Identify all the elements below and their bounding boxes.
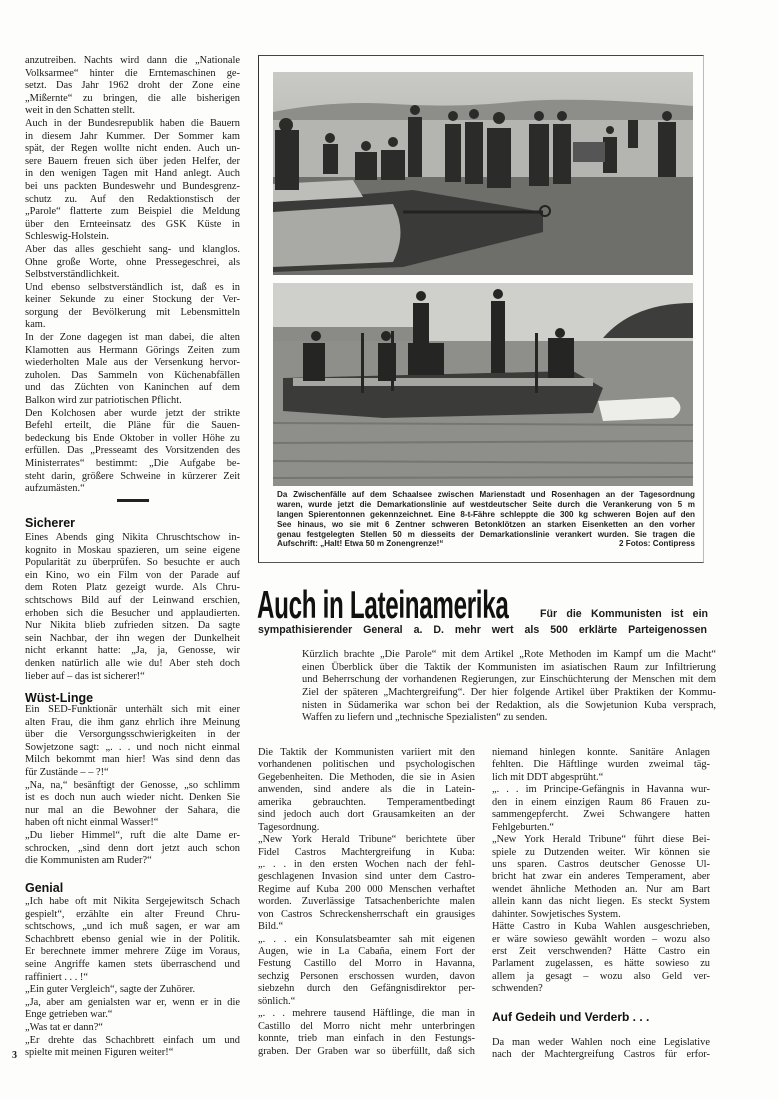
text-line: Regime auf Kuba 200 000 Menschen verhaftet xyxy=(258,883,475,895)
text-line: schwenden? xyxy=(492,983,543,995)
text-line: Hätte Castro in Kuba Wahlen ausgeschrieben, xyxy=(492,921,710,933)
text-line: in diesem Jahr Kummer. Der Sommer kam xyxy=(25,130,240,142)
page-number: 3 xyxy=(12,1050,17,1061)
paragraph xyxy=(492,747,710,784)
text-line: „Er drehte das Schachbrett einfach um und xyxy=(25,1034,240,1046)
text-line: setzt. Das Jahr 1962 droht der Zone eine xyxy=(25,80,240,92)
text-line: die Kommunisten am Ruder?“ xyxy=(25,855,152,867)
text-line: Parlament zugelassen, es hätte sowieso zu xyxy=(492,958,710,970)
section-divider xyxy=(117,499,149,502)
paragraph xyxy=(258,1008,475,1058)
text-line: anwenden, sind andere als die in Latein- xyxy=(258,784,475,796)
text-line: schtschows, „und ich muß sagen, er war am xyxy=(25,921,240,933)
text-line: alten Frau, die ihm ganz ehrlich ihre Meinung xyxy=(25,716,240,728)
text-line: weit in den Schatten stellt. xyxy=(25,105,135,117)
text-line: Da man weder Wahlen noch eine Legislative xyxy=(492,1037,710,1048)
text-line: haben oft nicht einmal Wasser!“ xyxy=(25,817,159,829)
photo-soldiers-with-buoys xyxy=(273,72,693,275)
text-line: von Castros Schreckensherrschaft ein grausiges xyxy=(258,908,475,920)
story-wuest-linge xyxy=(25,704,240,868)
text-line: „New York Herald Tribune“ berichtete über xyxy=(258,834,475,846)
text-line: für Zustände – – ?!“ xyxy=(25,766,109,778)
text-line: wendet ähnliche Methoden an. Nur am Bart xyxy=(492,883,710,895)
paragraph xyxy=(492,834,710,921)
paragraph xyxy=(25,896,240,984)
text-line: Befehl erteilt, die Pläne für die Sauen- xyxy=(25,420,240,432)
text-line: worden. Zuverlässige Tatsachenberichte malen xyxy=(258,896,475,908)
text-line: sönlich.“ xyxy=(258,995,296,1007)
text-line: aufzumästen.“ xyxy=(25,483,85,495)
left-column-text xyxy=(25,55,240,496)
text-line: fehlten. Die Häftlinge wurden zweimal täg- xyxy=(492,759,710,771)
caption-last-line: Aufschrift: „Halt! Etwa 50 m Zonengrenze!“ xyxy=(277,539,444,549)
text-line: Bild.“ xyxy=(258,921,284,933)
text-line: Aber das alles geschieht sang- und klanglos. xyxy=(25,243,240,255)
text-line: kognito in Moskau spazieren, um seine eigene xyxy=(25,544,240,556)
text-line: „Ja, aber am genialsten war er, wenn er in die xyxy=(25,996,240,1008)
text-line: und das Züchten von Kaninchen auf dem xyxy=(25,382,240,394)
text-line: Tagesordnung. xyxy=(258,821,320,833)
text-line: Augen, wie in La Cabaña, einem Fort der xyxy=(258,946,475,957)
paragraph xyxy=(258,747,475,834)
text-line: Gegebenheiten. Die Methoden, die sie in Asien xyxy=(258,771,475,783)
article-subtitle-line-2: sympathisierender General a. D. mehr wert als 500 erklärte Parteigenossen xyxy=(258,624,707,636)
text-line: schutz zu. Auf den Redaktionstisch der xyxy=(25,193,240,205)
text-line: sechzig Personen erschossen wurden, davon xyxy=(258,970,475,982)
text-line: sorgung der Bevölkerung mit Lebensmitteln xyxy=(25,306,240,318)
text-line: über den Ernteeinsatz des GSK Küste in xyxy=(25,218,240,230)
paragraph xyxy=(258,834,475,934)
text-line: allein kann das nicht liegen. Es steckt System xyxy=(492,896,710,908)
text-line: spielte mit meinen Figuren weiter!“ xyxy=(25,1047,174,1059)
text-line: Volksarmee“ hinter die Erntemaschinen ge- xyxy=(25,67,240,79)
text-line: Den Kolchosen aber wurde jetzt der strikte xyxy=(25,407,240,419)
article-intro xyxy=(302,649,716,725)
text-line: Waffen zu liefern und „technische Spezialisten“ zu senden. xyxy=(302,712,548,724)
text-line: „. . . ein Konsulatsbeamter sah mit eigenen xyxy=(258,933,475,945)
text-line: erfüllen. Das „Presseamt des Vorsitzenden des xyxy=(25,445,240,457)
text-line: Eines Abends ging Nikita Chruschtschow in- xyxy=(25,532,240,543)
text-line: spät, der Regen wollte nicht enden. Auch un- xyxy=(25,143,240,155)
text-line: Schleswig-Holstein. xyxy=(25,231,109,243)
text-line: geschlagenen Invasion sind unter dem Castro- xyxy=(258,871,475,883)
text-line: nisten in Südamerika war schon bei der Redaktion, als die Sowjetunion Kuba versprach, xyxy=(302,699,716,711)
text-line: amerika gebrauchten. Temperamentbedingt xyxy=(258,796,475,808)
article-subtitle-line-1: Für die Kommunisten ist ein xyxy=(540,608,708,620)
heading-genial: Genial xyxy=(25,881,64,895)
text-line: keiner Sekunde zu einer Stockung der Ver- xyxy=(25,294,240,306)
text-line: In der Zone dagegen ist man dabei, die alten xyxy=(25,332,240,344)
text-line: Fidel Castros Machtergreifung in Kuba: xyxy=(258,846,475,858)
heading-wuest-linge: Wüst-Linge xyxy=(25,691,94,705)
caption-line: See hinaus, wo sie mit 6 Zentner schweren Betonklötzen an starken Eisenketten an den vorher xyxy=(277,519,695,529)
paragraph xyxy=(25,55,240,118)
text-line: Castillo del Morro nicht mehr unterbringen xyxy=(258,1020,475,1032)
article-headline: Auch in Lateinamerika xyxy=(257,584,509,627)
text-line: seine Angriffe kamen stets überraschend und xyxy=(25,958,240,970)
text-line: „Mißernte“ zu bringen, die alle bisherigen xyxy=(25,92,240,104)
text-line: Ziel der späteren „Machtergreifung“. Der hier folgende Artikel über Praktiken der Kommu- xyxy=(302,687,716,699)
text-line: anzutreiben. Nachts wird dann die „Nationale xyxy=(25,55,240,66)
text-line: „Na, na,“ besänftigt der Genosse, „so schlimm xyxy=(25,779,240,791)
paragraph xyxy=(25,704,240,780)
text-line: er wäre sowieso gewählt worden – wozu also xyxy=(492,933,710,945)
text-line: Enge getrieben war.“ xyxy=(25,1009,113,1021)
text-line: einen Überblick über die Taktik der Kommunisten im asiatischen Raum zur Infiltrierung xyxy=(302,661,716,673)
text-line: Die Taktik der Kommunisten variiert mit den xyxy=(258,747,475,758)
paragraph xyxy=(25,532,240,683)
text-line: ein Kino, wo ein Film von der Parade auf xyxy=(25,569,240,581)
text-line: sein Nachbar, der ihn wegen der Dunkelheit xyxy=(25,632,240,644)
text-line: „. . . in den ersten Wochen nach der fehl- xyxy=(258,858,475,870)
text-line: und Beherrschung der vorhandenen Regierungen, zur Einschüchterung der Menschen mit dem xyxy=(302,674,716,686)
text-line: nicht erkannt hatte: „Ja, ja, Genosse, wir xyxy=(25,645,240,657)
paragraph xyxy=(25,408,240,496)
paragraph xyxy=(25,780,240,830)
text-line: zuholen. Das Sammeln von Küchenabfällen xyxy=(25,369,240,381)
text-line: sind jedoch auch dort Grausamkeiten an der xyxy=(258,809,475,821)
text-line: „Ein guter Vergleich“, sagte der Zuhörer. xyxy=(25,984,196,996)
text-line: allem ja gesagt – wozu also Geld ver- xyxy=(492,970,710,982)
text-line: Nur Nikita blieb zufrieden sitzen. Da sagte xyxy=(25,620,240,632)
text-line: dem Roten Platz gezeigt wurde. Als Chru- xyxy=(25,582,240,594)
text-line: graben. Der Graben war so überfüllt, daß sich xyxy=(258,1045,475,1057)
photo-credit: 2 Fotos: Contipress xyxy=(619,539,695,549)
story-genial xyxy=(25,896,240,1060)
text-line: wiederholten Male aus der Versenkung hervor- xyxy=(25,357,240,369)
text-line: steht darin, größere Schweine in kürzerer Zeit xyxy=(25,470,240,482)
text-line: konnte, trieb man einfach in den Festungs- xyxy=(258,1033,475,1045)
text-line: bedeckung bis Ende Oktober in voller Höhe zu xyxy=(25,432,240,444)
text-line: siebzehn durch den Gefängnisdirektor per- xyxy=(258,983,475,995)
text-line: den in einem einzigen Raum 86 Frauen zu- xyxy=(492,796,710,808)
article-column-b-continued xyxy=(492,1037,710,1062)
paragraph xyxy=(25,1022,240,1035)
text-line: schtschows Bild auf der Leinwand erschien, xyxy=(25,594,240,606)
text-line: nach der Machtergreifung Castros für erfor- xyxy=(492,1049,710,1061)
paragraph xyxy=(25,244,240,282)
text-line: Balkon wird zur patriotischen Pflicht. xyxy=(25,395,182,407)
paragraph xyxy=(25,984,240,997)
text-line: „Was tat er dann?“ xyxy=(25,1021,103,1033)
caption-line: genau festgelegten Stellen 50 m diesseits der Demarkationslinie verankert wurden. Sie tragen die xyxy=(277,529,695,539)
text-line: „Du lieber Himmel“, ruft die alte Dame er- xyxy=(25,829,240,841)
text-line: vorhandenen politischen und psychologischen xyxy=(258,759,475,771)
text-line: lich mit DDT abgesprüht.“ xyxy=(492,771,604,783)
text-line: Auch in der Bundesrepublik haben die Bauern xyxy=(25,117,240,129)
paragraph xyxy=(25,332,240,408)
text-line: Milch bekommt man hier! Was sind denn das xyxy=(25,754,240,766)
text-line: Fehlgeburten.“ xyxy=(492,821,555,833)
text-line: Und ebenso selbstverständlich ist, daß es in xyxy=(25,281,240,293)
text-line: Selbstverständlichkeit. xyxy=(25,269,120,281)
text-line: nur mal an die Bewohner der Sahara, die xyxy=(25,804,240,816)
paragraph xyxy=(25,830,240,868)
text-line: bricht hat zwar ein anderes Temperament, aber xyxy=(492,871,710,883)
text-line: lieber auf – das ist sicherer!“ xyxy=(25,670,145,682)
text-line: raffiniert . . . !“ xyxy=(25,971,88,983)
text-line: „Ich habe oft mit Nikita Sergejewitsch Schach xyxy=(25,896,240,907)
text-line: kam. xyxy=(25,319,46,331)
text-line: Ministerrates“ bestimmt: „Die Aufgabe be- xyxy=(25,458,240,469)
paragraph xyxy=(492,921,710,996)
heading-sicherer: Sicherer xyxy=(25,516,76,530)
text-line: dahinter. Sowjetisches System. xyxy=(492,908,621,920)
caption-line: langen Spierentonnen gekennzeichnet. Eine 8-t-Fähre schleppte die 300 kg schweren Bojen auf den xyxy=(277,509,695,519)
text-line: uns sparen. Castros deutscher Genosse Ul- xyxy=(492,858,710,870)
photo-caption xyxy=(277,490,695,549)
story-sicherer xyxy=(25,532,240,683)
text-line: erhoben sich die Besucher und applaudierten. xyxy=(25,607,240,619)
text-line: sammengepfercht. Zwei Schwangere hatten xyxy=(492,809,710,821)
text-line: über die Versorgungsschwierigkeiten in der xyxy=(25,729,240,741)
text-line: niemand hinlegen konnte. Sanitäre Anlagen xyxy=(492,747,710,758)
text-line: in den wenigen Tagen mit Hand anlegt. Auch xyxy=(25,168,240,180)
text-line: schrocken, „sind denn dort jetzt auch schon xyxy=(25,842,240,854)
text-line: Ein SED-Funktionär unterhält sich mit einer xyxy=(25,704,240,715)
caption-line: waren, wurde jetzt die Demarkationslinie auf westdeutscher Seite durch die Verankerung von 5 m xyxy=(277,499,695,509)
paragraph xyxy=(25,1035,240,1060)
text-line: „New York Herald Tribune“ führt diese Bei- xyxy=(492,834,710,846)
text-line: Festung Castillo del Morro in Havanna, xyxy=(258,958,475,970)
paragraph xyxy=(25,118,240,244)
text-line: Klamotten aus Hermann Görings Zeiten zum xyxy=(25,344,240,356)
text-line: bei uns packten Bundeswehr und Bundesgrenz- xyxy=(25,180,240,192)
text-line: Schachbrett ebenso genial wie in der Politik. xyxy=(25,933,240,945)
text-line: ist es doch nun auch wieder nicht. Denken Sie xyxy=(25,792,240,804)
photo-ferry-on-lake xyxy=(273,283,693,486)
text-line: Ohne große Worte, ohne Pressegeschrei, als xyxy=(25,256,240,268)
paragraph xyxy=(25,282,240,332)
paragraph xyxy=(258,934,475,1009)
text-line: „. . . im Principe-Gefängnis in Havanna wur- xyxy=(492,784,710,796)
text-line: gespielt“, erzählte ein alter Freund Chru- xyxy=(25,908,240,920)
paragraph xyxy=(492,1037,710,1062)
text-line: sere Bauern freuen sich über jeden Helfer, der xyxy=(25,155,240,167)
text-line: Kürzlich brachte „Die Parole“ mit dem Artikel „Rote Methoden im Kampf um die Macht“ xyxy=(302,649,716,660)
text-line: erst Zeit verschwenden? Hätte Castro ein xyxy=(492,946,710,957)
caption-line: Da Zwischenfälle auf dem Schaalsee zwischen Marienstadt und Rosenhagen an der Tagesordnung xyxy=(277,490,695,499)
text-line: denken natürlich alle wie du! Aber steh doch xyxy=(25,657,240,669)
text-line: Er berechnete immer mehrere Züge im Voraus, xyxy=(25,946,240,958)
paragraph xyxy=(25,997,240,1022)
article-column-a xyxy=(258,747,475,1058)
heading-auf-gedeih-und-verderb: Auf Gedeih und Verderb . . . xyxy=(492,1010,650,1024)
text-line: „Parole“ flatterte zum Beispiel die Meldung xyxy=(25,206,240,218)
text-line: Popularität zu überprüfen. So besuchte er auch xyxy=(25,557,240,569)
paragraph xyxy=(302,649,716,725)
paragraph xyxy=(492,784,710,834)
text-line: spiele zu Dutzenden weiter. Wir können sie xyxy=(492,846,710,858)
text-line: „. . . mehrere tausend Häftlinge, die man in xyxy=(258,1008,475,1020)
article-column-b xyxy=(492,747,710,996)
text-line: Sowjetzone sagt: „. . . und noch nicht einmal xyxy=(25,741,240,753)
